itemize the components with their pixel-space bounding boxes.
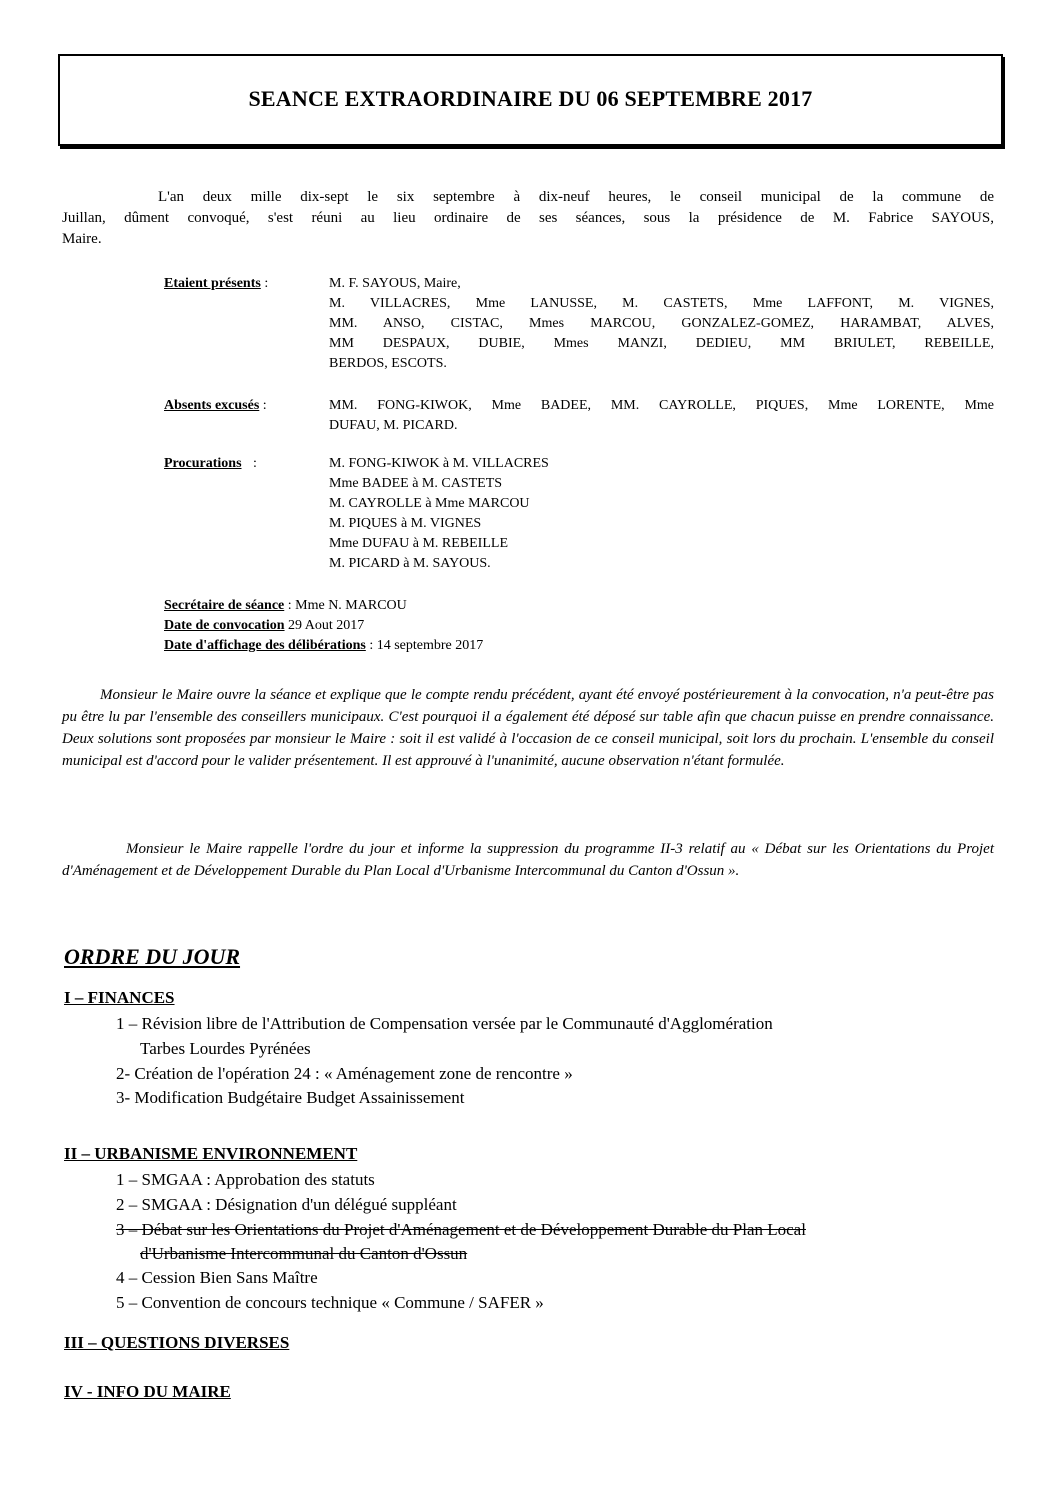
intro-line: Juillan, dûment convoqué, s'est réuni au lieu ordinaire de ses séances, sous la présidence de M. Fabrice SAYOUS, (62, 210, 994, 226)
presents-line: M. F. SAYOUS, Maire, (329, 276, 461, 291)
agenda-item-removed: 3 – Débat sur les Orientations du Projet d'Aménagement et de Développement Durable du Plan Local (116, 1220, 806, 1239)
affichage-label: Date d'affichage des délibérations (164, 638, 366, 653)
procurations-label-text: Procurations (164, 456, 242, 471)
procurations-label (164, 454, 257, 474)
intro-line: Maire. (62, 231, 102, 247)
procurations-block (164, 454, 994, 574)
presents-label (164, 274, 268, 294)
agenda-item: 1 – Révision libre de l'Attribution de Compensation versée par le Communauté d'Agglomération (116, 1014, 773, 1033)
section-urbanisme: II – URBANISME ENVIRONNEMENT (64, 1144, 358, 1163)
section-info-du-maire: IV - INFO DU MAIRE (64, 1382, 231, 1401)
absents-label (164, 396, 267, 416)
procuration-line: Mme DUFAU à M. REBEILLE (329, 536, 508, 551)
agenda-item: 4 – Cession Bien Sans Maître (116, 1268, 318, 1287)
procuration-line: Mme BADEE à M. CASTETS (329, 476, 503, 491)
section-questions-diverses: III – QUESTIONS DIVERSES (64, 1333, 290, 1352)
meta-block (164, 596, 483, 656)
label-separator: : (249, 456, 257, 471)
agenda-item: 5 – Convention de concours technique « Commune / SAFER » (116, 1293, 544, 1312)
procuration-line: M. CAYROLLE à Mme MARCOU (329, 496, 530, 511)
paragraph-opening: Monsieur le Maire ouvre la séance et explique que le compte rendu précédent, ayant été envoyé postérieurement à la convocation, n'a peut-être pas pu être lu par l'ensemble des conseillers municipaux. C'est pourquoi il a également été déposé sur table afin que chacun puisse en prendre connaissance. Deux solutions sont proposées par monsieur le Maire : soit il est validé à l'occasion de ce conseil municipal, soit lors du prochain. L'ensemble du conseil municipal est d'accord pour le valider présentement. Il est approuvé à l'unanimité, aucune observation n'étant formulée. (62, 687, 994, 769)
presents-line: BERDOS, ESCOTS. (329, 356, 447, 371)
agenda-item: 2 – SMGAA : Désignation d'un délégué suppléant (116, 1195, 457, 1214)
presents-block (164, 274, 994, 374)
agenda-item-removed: d'Urbanisme Intercommunal du Canton d'Ossun (140, 1244, 468, 1263)
page-title: SEANCE EXTRAORDINAIRE DU 06 SEPTEMBRE 2017 (248, 86, 813, 111)
label-separator: : (260, 276, 269, 291)
presents-label-text: Etaient présents (164, 276, 261, 291)
presents-line: MM DESPAUX, DUBIE, Mmes MANZI, DEDIEU, MM BRIULET, REBEILLE, (329, 336, 994, 351)
agenda-item: 3- Modification Budgétaire Budget Assainissement (116, 1088, 465, 1107)
label-separator: : (259, 398, 267, 413)
convocation-line (164, 616, 483, 636)
paragraph-agenda-note: Monsieur le Maire rappelle l'ordre du jour et informe la suppression du programme II-3 relatif au « Débat sur les Orientations du Projet d'Aménagement et de Développement Durable du Plan Local d'Urbanisme Intercommunal du Canton d'Ossun ». (62, 841, 994, 879)
presents-line: M. VILLACRES, Mme LANUSSE, M. CASTETS, Mme LAFFONT, M. VIGNES, (329, 296, 994, 311)
affichage-line (164, 636, 483, 656)
secretaire-label: Secrétaire de séance (164, 598, 285, 613)
section-finances: I – FINANCES (64, 988, 175, 1007)
agenda-item: Tarbes Lourdes Pyrénées (140, 1039, 311, 1058)
procuration-line: M. PICARD à M. SAYOUS. (329, 556, 491, 571)
convocation-value: 29 Aout 2017 (284, 618, 365, 633)
absents-block (164, 396, 994, 436)
intro-paragraph (62, 187, 994, 250)
absents-line: MM. FONG-KIWOK, Mme BADEE, MM. CAYROLLE, PIQUES, Mme LORENTE, Mme (329, 398, 994, 413)
procuration-line: M. PIQUES à M. VIGNES (329, 516, 482, 531)
procuration-line: M. FONG-KIWOK à M. VILLACRES (329, 456, 549, 471)
intro-line: L'an deux mille dix-sept le six septembre à dix-neuf heures, le conseil municipal de la commune de (158, 189, 994, 205)
ordre-du-jour-heading: ORDRE DU JOUR (64, 944, 241, 969)
convocation-label: Date de convocation (164, 618, 285, 633)
secretaire-line (164, 596, 483, 616)
title-box (58, 54, 1003, 146)
secretaire-value: : Mme N. MARCOU (284, 598, 407, 613)
agenda-item: 1 – SMGAA : Approbation des statuts (116, 1170, 375, 1189)
absents-label-text: Absents excusés (164, 398, 260, 413)
absents-line: DUFAU, M. PICARD. (329, 418, 458, 433)
affichage-value: : 14 septembre 2017 (365, 638, 484, 653)
agenda-item: 2- Création de l'opération 24 : « Aménagement zone de rencontre » (116, 1064, 573, 1083)
presents-line: MM. ANSO, CISTAC, Mmes MARCOU, GONZALEZ-GOMEZ, HARAMBAT, ALVES, (329, 316, 994, 331)
